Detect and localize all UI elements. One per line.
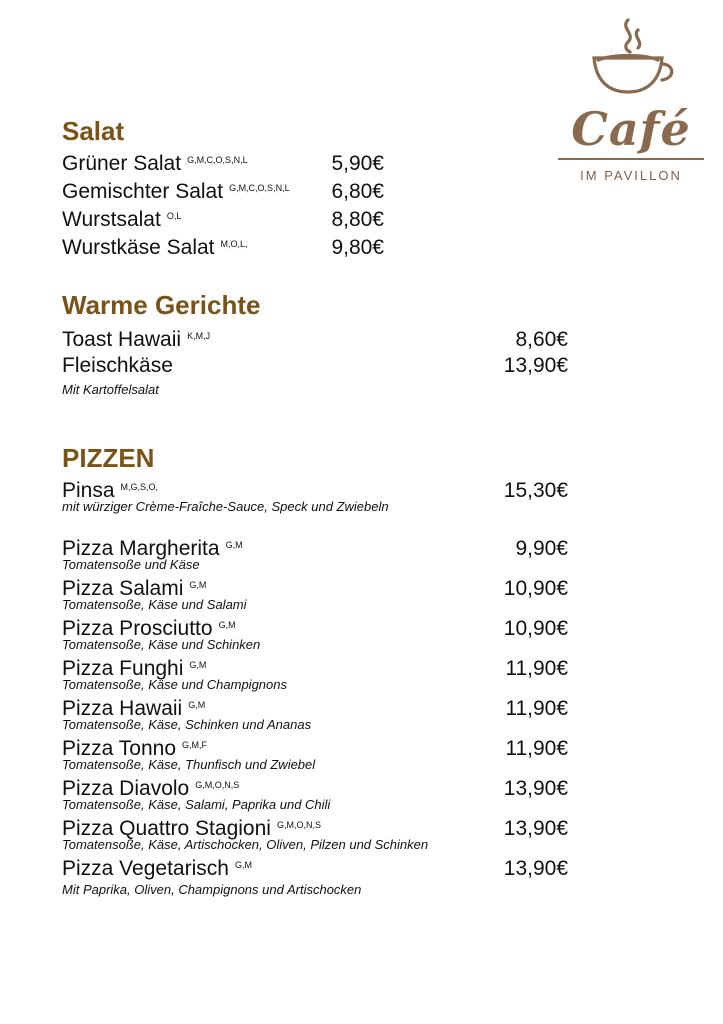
menu-item — [62, 326, 568, 354]
item-price: 6,80€ — [331, 180, 384, 203]
menu-item — [62, 150, 384, 178]
item-name: Toast Hawaii — [62, 328, 182, 351]
section-title-warme-gerichte: Warme Gerichte — [62, 290, 261, 320]
allergen-codes: O,L — [166, 211, 182, 221]
item-name: Wurstkäse Salat — [62, 236, 215, 259]
allergen-codes: G,M,O,N,S — [195, 780, 240, 790]
item-description: Tomatensoße, Käse und Champignons — [62, 677, 287, 692]
item-price: 13,90€ — [503, 777, 568, 800]
item-price: 13,90€ — [503, 354, 568, 377]
item-description: Tomatensoße, Käse und Schinken — [62, 637, 261, 652]
item-description: Tomatensoße, Käse, Thunfisch und Zwiebel — [62, 757, 316, 772]
allergen-codes: M,G,S,O, — [120, 482, 159, 492]
logo-wordmark: Café — [571, 102, 691, 156]
item-description: Tomatensoße, Käse und Salami — [62, 597, 247, 612]
allergen-codes: G,M — [225, 540, 243, 550]
item-name: Pizza Prosciutto — [62, 617, 213, 640]
item-description: Mit Paprika, Oliven, Champignons und Artischocken — [62, 882, 362, 897]
menu-item — [62, 234, 384, 262]
allergen-codes: G,M — [218, 620, 236, 630]
item-price: 13,90€ — [503, 857, 568, 880]
item-name: Pizza Quattro Stagioni — [62, 817, 271, 840]
allergen-codes: G,M — [234, 860, 252, 870]
item-price: 5,90€ — [331, 152, 384, 175]
coffee-cup-icon — [584, 16, 680, 106]
item-name: Pizza Margherita — [62, 537, 220, 560]
item-price: 10,90€ — [503, 617, 568, 640]
logo-divider — [558, 158, 704, 160]
menu-item — [62, 178, 384, 206]
item-price: 11,90€ — [505, 697, 568, 720]
menu-item — [62, 352, 568, 380]
logo-subtitle: IM PAVILLON — [580, 168, 682, 183]
allergen-codes: G,M,C,O,S,N,L — [229, 183, 290, 193]
item-name: Fleischkäse — [62, 354, 173, 377]
item-name: Grüner Salat — [62, 152, 182, 175]
item-name: Pizza Funghi — [62, 657, 184, 680]
item-description: Mit Kartoffelsalat — [62, 382, 159, 397]
item-price: 13,90€ — [503, 817, 568, 840]
menu-item — [62, 206, 384, 234]
allergen-codes: G,M,O,N,S — [276, 820, 321, 830]
allergen-codes: K,M,J — [187, 331, 211, 341]
allergen-codes: G,M,C,O,S,N,L — [187, 155, 248, 165]
item-name: Pizza Diavolo — [62, 777, 190, 800]
cafe-logo — [556, 16, 706, 191]
item-name: Pizza Hawaii — [62, 697, 183, 720]
item-name: Pizza Vegetarisch — [62, 857, 229, 880]
item-price: 8,60€ — [515, 328, 568, 351]
allergen-codes: G,M — [189, 580, 207, 590]
item-price: 11,90€ — [505, 657, 568, 680]
menu-item — [62, 855, 568, 883]
section-title-salat: Salat — [62, 116, 125, 146]
item-price: 11,90€ — [505, 737, 568, 760]
item-price: 9,80€ — [331, 236, 384, 259]
item-description: Tomatensoße, Käse, Schinken und Ananas — [62, 717, 312, 732]
item-description: Tomatensoße, Käse, Artischocken, Oliven, Pilzen und Schinken — [62, 837, 429, 852]
allergen-codes: G,M,F — [182, 740, 208, 750]
item-price: 10,90€ — [503, 577, 568, 600]
item-price: 9,90€ — [515, 537, 568, 560]
section-title-pizzen: PIZZEN — [62, 443, 155, 473]
item-price: 15,30€ — [503, 479, 568, 502]
item-price: 8,80€ — [331, 208, 384, 231]
item-name: Pizza Salami — [62, 577, 184, 600]
item-name: Pizza Tonno — [62, 737, 177, 760]
item-description: Tomatensoße, Käse, Salami, Paprika und Chili — [62, 797, 331, 812]
item-name: Gemischter Salat — [62, 180, 224, 203]
item-name: Pinsa — [62, 479, 115, 502]
allergen-codes: M,O,L, — [220, 239, 248, 249]
item-description: mit würziger Crème-Fraîche-Sauce, Speck und Zwiebeln — [62, 499, 389, 514]
allergen-codes: G,M — [188, 700, 206, 710]
item-name: Wurstsalat — [62, 208, 161, 231]
item-description: Tomatensoße und Käse — [62, 557, 200, 572]
allergen-codes: G,M — [189, 660, 207, 670]
